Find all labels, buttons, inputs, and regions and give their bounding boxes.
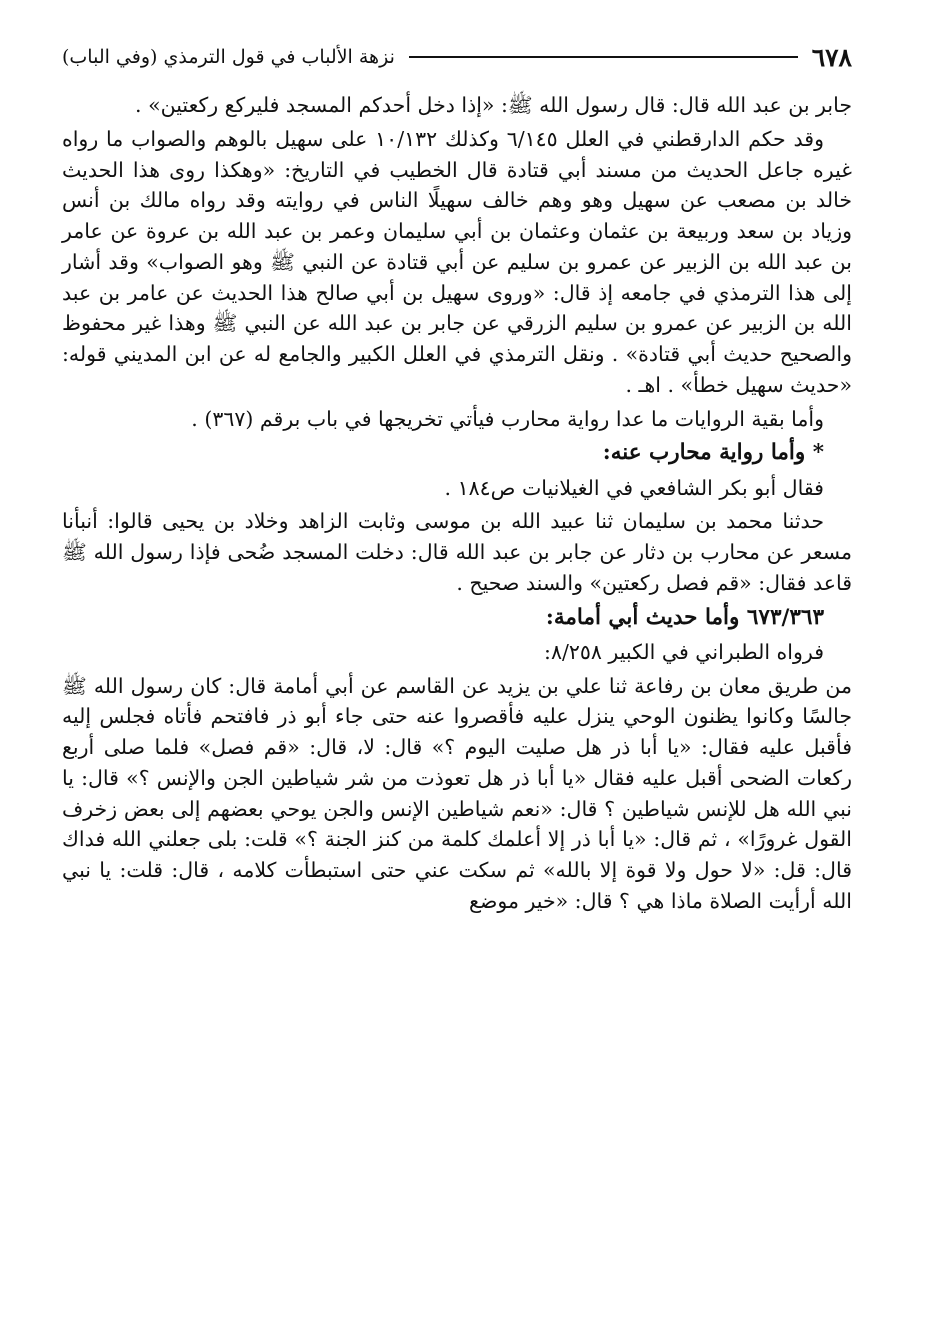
paragraph: فقال أبو بكر الشافعي في الغيلانيات ص١٨٤ . bbox=[444, 475, 824, 500]
book-page bbox=[62, 40, 852, 1310]
page-header bbox=[62, 40, 852, 74]
section-heading: * وأما رواية محارب عنه: bbox=[602, 440, 824, 466]
paragraph: جابر بن عبد الله قال: قال رسول الله ﷺ: «إذا دخل أحدكم المسجد فليركع ركعتين» . bbox=[135, 93, 852, 117]
hadith-heading: ٦٧٣/٣٦٣ وأما حديث أبي أمامة: bbox=[545, 604, 824, 630]
page-number: ٦٧٨ bbox=[811, 42, 852, 72]
paragraph: حدثنا محمد بن سليمان ثنا عبيد الله بن موسى وثابت الزاهد وخلاد بن يحيى قالوا: أنبأنا مسعر عن محارب بن دثار عن جابر بن عبد الله قال: دخلت المسجد ضُحى فإذا رسول الله ﷺ قاعد فقال: «قم فصل ركعتين» والسند صحيح . bbox=[62, 509, 852, 595]
paragraph: وأما بقية الروايات ما عدا رواية محارب فيأتي تخريجها في باب برقم (٣٦٧) . bbox=[191, 406, 824, 431]
running-head: نزهة الألباب في قول الترمذي (وفي الباب) bbox=[62, 46, 395, 68]
page-body bbox=[62, 90, 852, 917]
paragraph: من طريق معان بن رفاعة ثنا علي بن يزيد عن القاسم عن أبي أمامة قال: كان رسول الله ﷺ جالسًا وكانوا يظنون الوحي ينزل عليه فأقصروا عنه حتى جاء أبو ذر فافتحم فأتاه فجلس إليه فأقبل عليه فقال: «يا أبا ذر هل صليت اليوم ؟» قال: لا، قال: «قم فصل» فلما صلى أربع ركعات الضحى أقبل عليه فقال «يا أبا ذر هل تعوذت من شر شياطين الجن والإنس ؟» قال: يا نبي الله هل للإنس شياطين ؟ قال: «نعم شياطين الإنس والجن يوحي بعضهم إلى بعض زخرف القول غرورًا» ، ثم قال: «يا أبا ذر إلا أعلمك كلمة من كنز الجنة ؟» قلت: بلى جعلني الله فداك قال: قل: «لا حول ولا قوة إلا بالله» ثم سكت عني حتى استبطأت كلامه ، قال: قلت: يا نبي الله أرأيت الصلاة ماذا هي ؟ قال: «خير موضع bbox=[62, 673, 852, 913]
header-divider bbox=[409, 56, 798, 58]
paragraph: فرواه الطبراني في الكبير ٨/٢٥٨: bbox=[544, 639, 824, 664]
paragraph: وقد حكم الدارقطني في العلل ٦/١٤٥ وكذلك ١٠/١٣٢ على سهيل بالوهم والصواب ما رواه غيره جاعل الحديث من مسند أبي قتادة قال الخطيب في التاريخ: «وهكذا روى هذا الحديث خالد بن مصعب عن سهيل وهو وهم خالف سهيلًا الناس في روايته وقد رواه مالك بن أنس وزياد بن سعد وربيعة بن عثمان وعثمان بن أبي سليمان وعمر بن عبد الله بن عروة عن عامر بن عبد الله بن الزبير عن عمرو بن سليم عن أبي قتادة عن النبي ﷺ وهو الصواب» وقد أشار إلى هذا الترمذي في جامعه إذ قال: «وروى سهيل بن أبي صالح هذا الحديث عن عامر بن عبد الله بن الزبير عن عمرو بن سليم الزرقي عن جابر بن عبد الله عن النبي ﷺ وهذا غير محفوظ والصحيح حديث أبي قتادة» . ونقل الترمذي في العلل الكبير والجامع له عن ابن المديني قوله: «حديث سهيل خطأ» . اهـ . bbox=[62, 126, 852, 397]
